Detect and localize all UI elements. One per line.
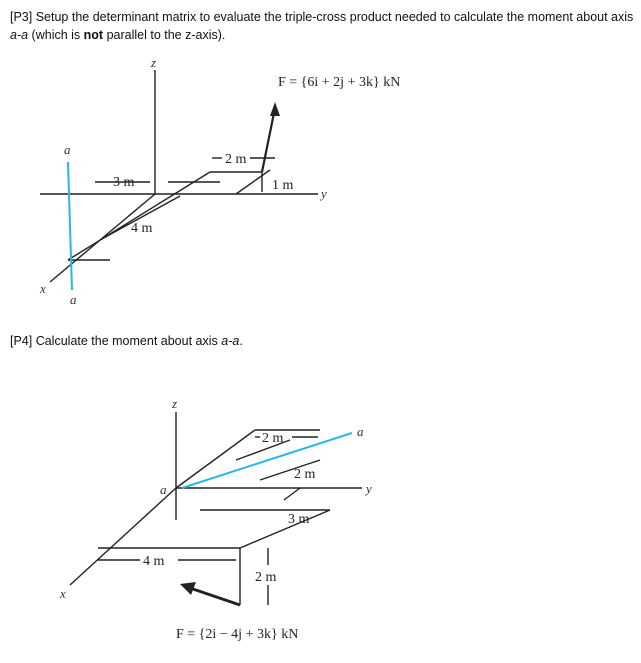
z-label-1: z xyxy=(151,55,157,70)
force-label-2: F = {2i − 4j + 3k} kN xyxy=(176,627,299,642)
dim-3m-2: 3 m xyxy=(288,512,310,527)
x-label-1: x xyxy=(40,281,46,296)
a-label-right-2: a xyxy=(357,424,364,439)
x-label-2: x xyxy=(60,586,66,601)
dim-1m-1: 1 m xyxy=(272,178,294,193)
dim-4m-1: 4 m xyxy=(131,221,153,236)
dim-3m-1: 3 m xyxy=(113,175,135,190)
a-label-bottom-1: a xyxy=(70,292,77,307)
dim-4m-2: 4 m xyxy=(143,554,165,569)
z-label-2: z xyxy=(172,396,178,411)
force-vector-2 xyxy=(190,588,240,605)
y-label-2: y xyxy=(366,481,372,496)
x-axis-line-2 xyxy=(70,488,176,585)
dim-2m-bottom-2: 2 m xyxy=(255,570,277,585)
dim-2m-1: 2 m xyxy=(225,152,247,167)
a-label-left-2: a xyxy=(160,482,167,497)
y-label-1: y xyxy=(321,186,327,201)
dim-2m-mid-2: 2 m xyxy=(294,467,316,482)
problem-p3-text: [P3] Setup the determinant matrix to evaluate the triple-cross product needed to calculate the moment about axis a-a (which is not parallel to the z-axis). xyxy=(10,10,634,42)
dim-2m-top-2: 2 m xyxy=(262,431,284,446)
problem-p4-text: [P4] Calculate the moment about axis a-a. xyxy=(10,334,243,348)
force-label-1: F = {6i + 2j + 3k} kN xyxy=(278,75,401,90)
a-label-top-1: a xyxy=(64,142,71,157)
